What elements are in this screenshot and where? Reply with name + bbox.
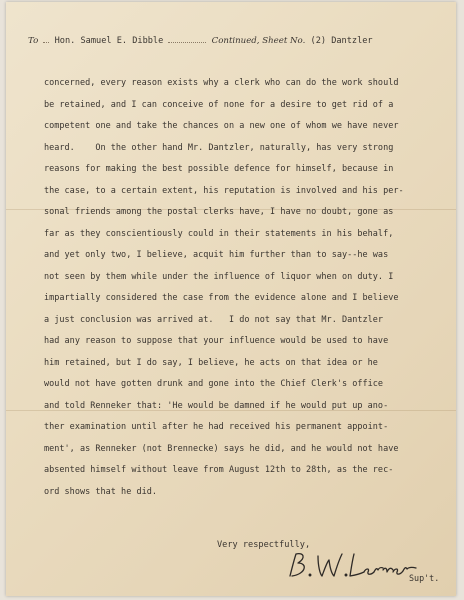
handwritten-signature bbox=[284, 548, 424, 582]
body-line: concerned, every reason exists why a clerk who can do the work should bbox=[44, 78, 399, 88]
signer-title: Sup't. bbox=[409, 573, 440, 583]
body-line: and told Renneker that: 'He would be damned if he would put up ano- bbox=[44, 400, 389, 411]
continued-label: Continued, Sheet No. bbox=[211, 36, 306, 46]
addressee: Hon. Samuel E. Dibble bbox=[54, 36, 164, 46]
body-line: a just conclusion was arrived at. I do not say that Mr. Dantzler bbox=[44, 314, 384, 325]
body-line: reasons for making the best possible defence for himself, because in bbox=[44, 164, 394, 174]
body-line: sonal friends among the postal clerks have, I have no doubt, gone as bbox=[44, 207, 394, 217]
body-line: ment', as Renneker (not Brennecke) says he did, and he would not have bbox=[44, 443, 399, 454]
body-line: would not have gotten drunk and gone into the Chief Clerk's office bbox=[44, 379, 384, 389]
body-line: be retained, and I can conceive of none for a desire to get rid of a bbox=[44, 99, 394, 110]
to-label: To bbox=[28, 36, 39, 46]
body-line: had any reason to suppose that your influence would be used to have bbox=[44, 336, 389, 346]
body-line: not seen by them while under the influence of liquor when on duty. I bbox=[44, 271, 394, 282]
body-line: ther examination until after he had received his permanent appoint- bbox=[44, 422, 389, 432]
body-line: the case, to a certain extent, his reputation is involved and his per- bbox=[44, 185, 404, 196]
body-line: him retained, but I do say, I believe, he acts on that idea or he bbox=[44, 357, 378, 368]
body-line: competent one and take the chances on a new one of whom we have never bbox=[44, 121, 399, 131]
closing: Very respectfully, bbox=[217, 540, 311, 550]
body-line: absented himself without leave from August 12th to 28th, as the rec- bbox=[44, 465, 394, 475]
body-line: heard. On the other hand Mr. Dantzler, naturally, has very strong bbox=[44, 142, 394, 153]
letter-page bbox=[6, 2, 456, 596]
body-line: impartially considered the case from the evidence alone and I believe bbox=[44, 293, 399, 303]
letter-header bbox=[28, 36, 438, 46]
body-line: ord shows that he did. bbox=[44, 486, 158, 497]
body-line: far as they conscientiously could in their statements in his behalf, bbox=[44, 228, 394, 239]
body-line: and yet only two, I believe, acquit him further than to say--he was bbox=[44, 250, 389, 260]
letter-body bbox=[44, 73, 448, 503]
sheet-number: (2) Dantzler bbox=[310, 36, 373, 46]
